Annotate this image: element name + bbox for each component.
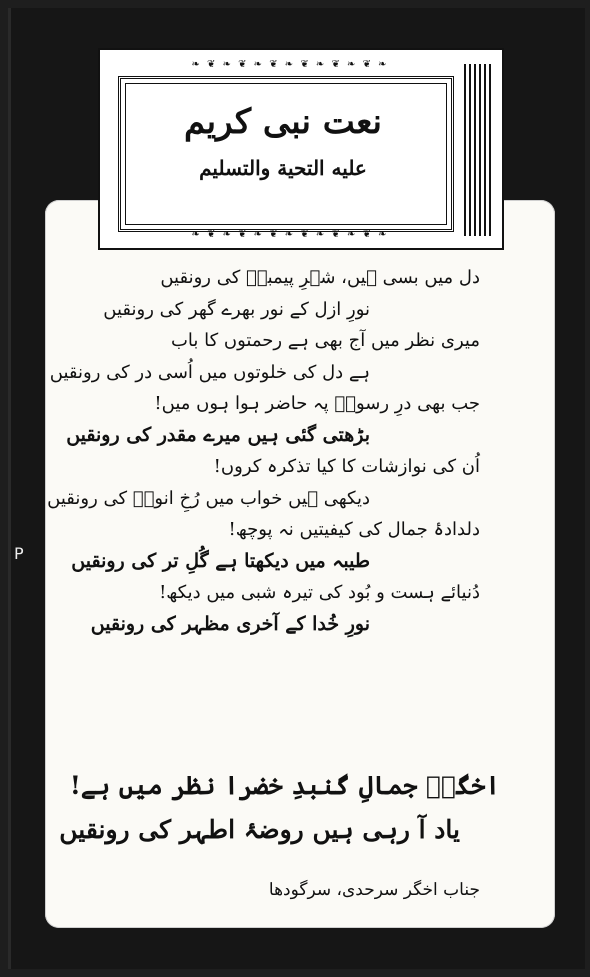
closing-couplet xyxy=(59,764,520,852)
poem-line: جب بھی درِ رسولؐ پہ حاضر ہوا ہوں میں! xyxy=(154,393,480,414)
poem-line: دیکھی ہیں خواب میں رُخِ انورؐ کی رونقیں xyxy=(47,487,370,509)
poem-line: ہے دل کی خلوتوں میں اُسی در کی رونقیں xyxy=(49,361,370,383)
poem-line: دلدادۂ جمال کی کیفیتیں نہ پوچھ! xyxy=(228,519,480,540)
poem-line: بڑھتی گئی ہیں میرے مقدر کی رونقیں xyxy=(66,423,370,446)
closing-line: یاد آ رہی ہیں روضۂ اطہر کی رونقیں xyxy=(59,815,460,844)
page-subtitle: علیه التحیة والتسلیم xyxy=(199,156,367,180)
title-inner-frame xyxy=(118,76,454,232)
poem-line: میری نظر میں آج بھی ہے رحمتوں کا باب xyxy=(170,330,480,351)
poem-line: طیبہ میں دیکھتا ہے گُلِ تر کی رونقیں xyxy=(71,549,370,572)
page-mark: P xyxy=(14,544,24,563)
ornament-bottom: ❧ ❦ ❧ ❦ ❧ ❦ ❧ ❦ ❧ ❦ ❧ ❦ ❧ xyxy=(191,230,389,240)
closing-line: اخگرؔ جمالِ گنبدِ خضرا نظر میں ہے! xyxy=(69,771,500,800)
poem-line: دل میں بسی ہیں، شہرِ پیمبرؐ کی رونقیں xyxy=(160,267,480,288)
title-frame xyxy=(98,48,504,250)
poem-line: نورِ ازل کے نور بھرے گھر کی رونقیں xyxy=(103,298,370,320)
poem-line: نورِ خُدا کے آخری مظہر کی رونقیں xyxy=(90,612,370,635)
poem-body xyxy=(47,262,520,640)
decorative-stripes xyxy=(464,64,492,236)
ornament-top: ❧ ❦ ❧ ❦ ❧ ❦ ❧ ❦ ❧ ❦ ❧ ❦ ❧ xyxy=(191,60,389,70)
author-credit: جناب اخگر سرحدی، سرگودھا xyxy=(268,880,480,900)
page-title: نعت نبی کریم xyxy=(183,102,383,142)
poem-line: اُن کی نوازشات کا کیا تذکرہ کروں! xyxy=(213,456,480,477)
poem-line: دُنیائے ہست و بُود کی تیرہ شبی میں دیکھ! xyxy=(159,582,480,603)
